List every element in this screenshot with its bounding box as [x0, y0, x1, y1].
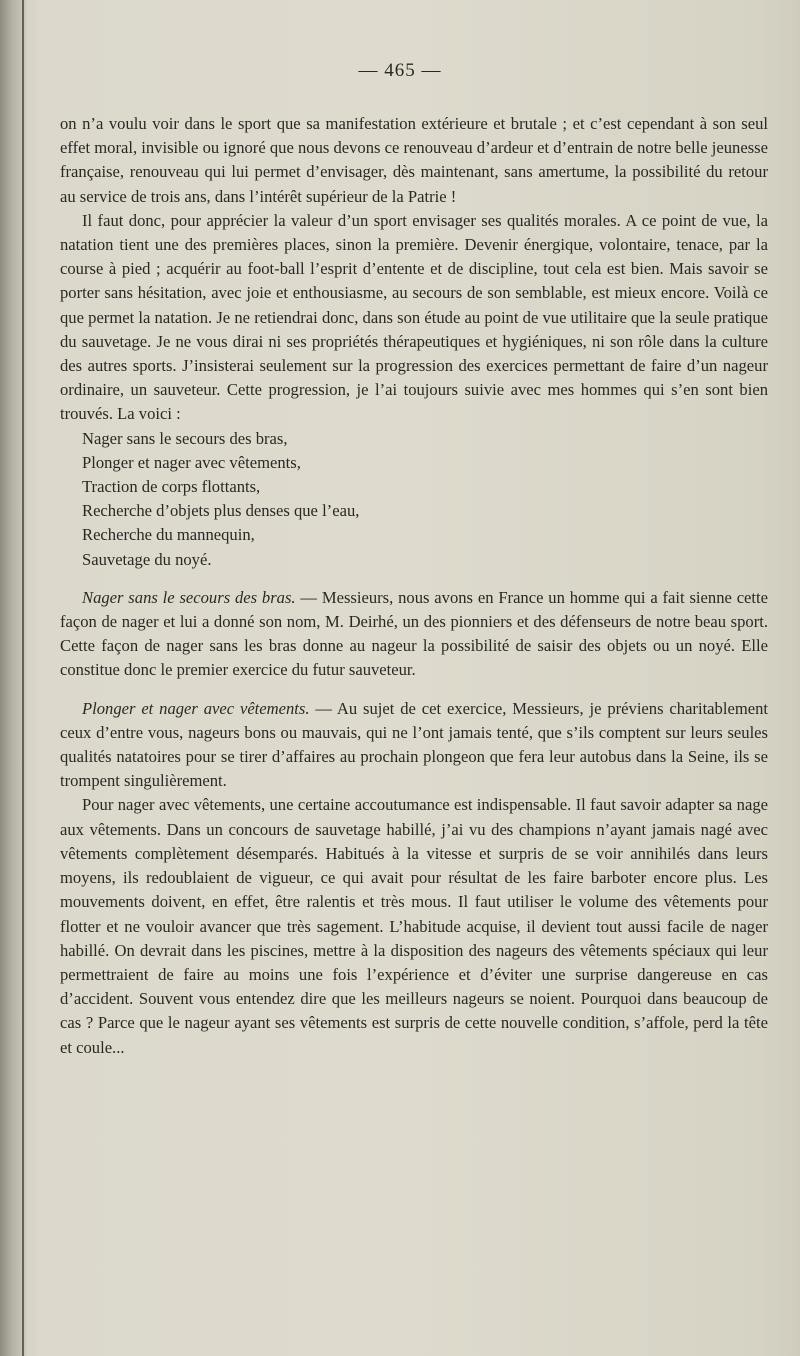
exercise-item: Recherche du mannequin, [82, 525, 255, 545]
exercise-item: Nager sans le secours des bras, [82, 428, 288, 448]
exercise-item: Traction de corps flottants, [82, 477, 261, 497]
intro-paragraph: on n’a voulu voir dans le sport que sa manifestation extérieure et brutale ; et c’est cependant à son seul effet moral, invisible ou ignoré que nous devons ce renouveau d’ardeur et d’entrain de notre belle jeunesse française, renouveau qui lui permet d’envisager, dès maintenant, sans amertume, la possibilité du retour au service de trois ans, dans l’intérêt supérieur de la Patrie ! [60, 114, 768, 206]
exercise-list [60, 427, 768, 572]
section-heading: Nager sans le secours des bras. [82, 587, 296, 607]
section-body: — Messieurs, nous avons en France un homme qui a fait sienne cette façon de nager et lui a donné son nom, M. Deirhé, un des pionniers et des défenseurs de notre beau sport. Cette façon de nager sans les bras donne au nageur la possibilité de saisir des objets ou un noyé. Elle constitue donc le premier exercice du futur sauveteur. [60, 587, 769, 680]
page-binding-edge [22, 0, 24, 1356]
body-text [60, 112, 768, 1060]
section-swim-without-arms [60, 586, 768, 683]
exercise-item: Recherche d’objets plus denses que l’eau, [82, 501, 360, 521]
paragraph-moral-qualities: Il faut donc, pour apprécier la valeur d’un sport envisager ses qualités morales. A ce point de vue, la natation tient une des premières places, sinon la première. Devenir énergique, volontaire, tenace, par la course à pied ; acquérir au foot-ball l’esprit d’entente et de discipline, tout cela est bien. Mais savoir se porter sans hésitation, avec joie et enthousiasme, au secours de son semblable, est mieux encore. Voilà ce que permet la natation. Je ne retiendrai donc, dans son étude au point de vue utilitaire que la seule pratique du sauvetage. Je ne vous dirai ni ses propriétés thérapeutiques et hygiéniques, ni son rôle dans la culture des autres sports. J’insisterai seulement sur la progression des exercices permettant de faire d’un nageur ordinaire, un sauveteur. Cette progression, je l’ai toujours suivie avec mes hommes qui s’en sont bien trouvés. La voici : [60, 210, 768, 424]
section-body: — Au sujet de cet exercice, Messieurs, je préviens charitablement ceux d’entre vous, nageurs bons ou mauvais, qui ne l’ont jamais tenté, que s’ils comptent sur leurs seules qualités natatoires pour se tirer d’affaires au prochain plongeon que fera leur autobus dans la Seine, ils se trompent singulièrement. [60, 698, 768, 791]
exercise-item: Plonger et nager avec vêtements, [82, 452, 301, 472]
exercise-item: Sauvetage du noyé. [82, 549, 212, 569]
paragraph-clothes-swimming: Pour nager avec vêtements, une certaine accoutumance est indispensable. Il faut savoir adapter sa nage aux vêtements. Dans un concours de sauvetage habillé, j’ai vu des champions n’ayant jamais nagé avec vêtements complètement désemparés. Habitués à la vitesse et surpris de se voir annihilés dans leurs moyens, ils redoublaient de vigueur, ce qui avait pour résultat de les faire barboter encore plus. Les mouvements doivent, en effet, être ralentis et très mous. Il faut utiliser le volume des vêtements pour flotter et ne vouloir avancer que très sagement. L’habitude acquise, il devient tout aussi facile de nager habillé. On devrait dans les piscines, mettre à la disposition des nageurs des vêtements spéciaux qui leur permettraient de faire au moins une fois l’expérience et d’éviter une surprise dangereuse en cas d’accident. Souvent vous entendez dire que les meilleurs nageurs se noient. Pourquoi dans beaucoup de cas ? Parce que le nageur ayant ses vêtements est surpris de cette nouvelle condition, s’affole, perd la tête et coule... [60, 795, 768, 1057]
section-heading: Plonger et nager avec vêtements. [82, 698, 310, 718]
page-number: — 465 — [358, 60, 442, 81]
section-dive-with-clothes [60, 697, 768, 794]
